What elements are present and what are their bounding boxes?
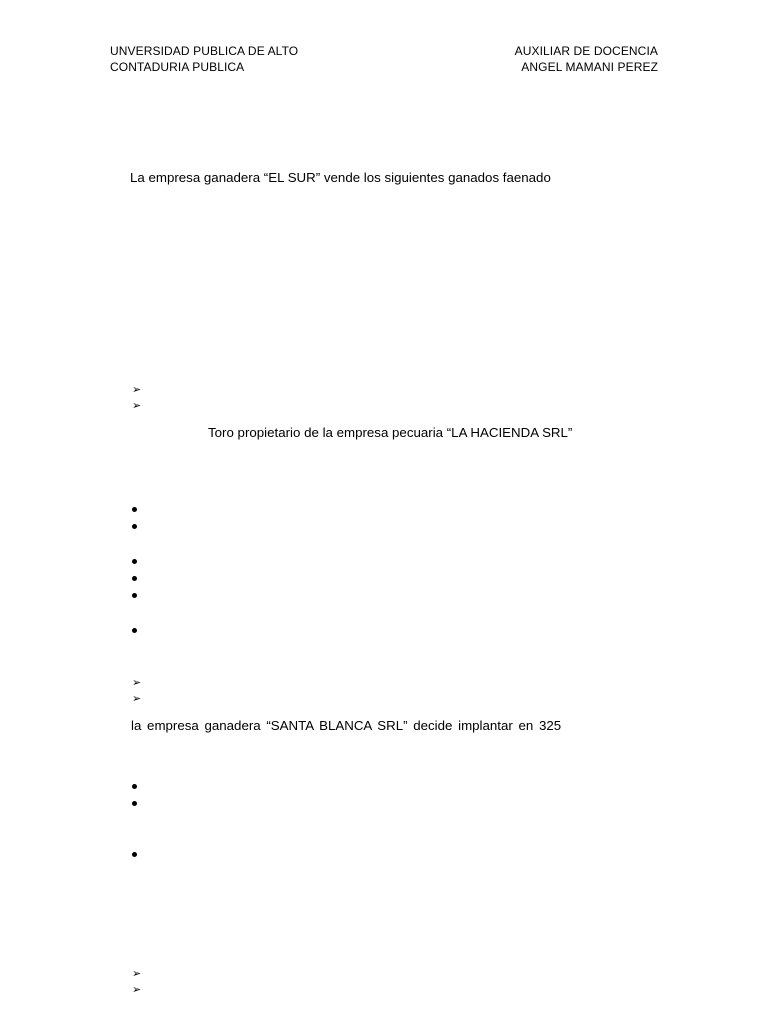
bullet-dot-icon <box>132 524 137 529</box>
arrow-bullet-icon: ➢ <box>132 967 142 980</box>
header-career: CONTADURIA PUBLICA <box>110 60 245 74</box>
bullet-dot-icon <box>132 784 137 789</box>
header-role: AUXILIAR DE DOCENCIA <box>514 44 658 58</box>
arrow-bullet-icon: ➢ <box>132 983 142 996</box>
bullet-dot-icon <box>132 576 137 581</box>
header-university: UNVERSIDAD PUBLICA DE ALTO <box>110 44 299 58</box>
arrow-bullet-icon: ➢ <box>132 383 142 396</box>
bullet-dot-icon <box>132 852 137 857</box>
bullet-dot-icon <box>132 507 137 512</box>
header-author: ANGEL MAMANI PEREZ <box>521 60 658 74</box>
bullet-dot-icon <box>132 559 137 564</box>
arrow-bullet-icon: ➢ <box>132 676 142 689</box>
arrow-bullet-icon: ➢ <box>132 692 142 705</box>
paragraph-la-hacienda: Toro propietario de la empresa pecuaria “LA HACIENDA SRL” <box>208 425 573 440</box>
bullet-dot-icon <box>132 593 137 598</box>
paragraph-santa-blanca: la empresa ganadera “SANTA BLANCA SRL” decide implantar en 325 <box>131 718 562 733</box>
bullet-dot-icon <box>132 801 137 806</box>
bullet-dot-icon <box>132 628 137 633</box>
arrow-bullet-icon: ➢ <box>132 399 142 412</box>
paragraph-el-sur: La empresa ganadera “EL SUR” vende los siguientes ganados faenado <box>130 170 551 185</box>
